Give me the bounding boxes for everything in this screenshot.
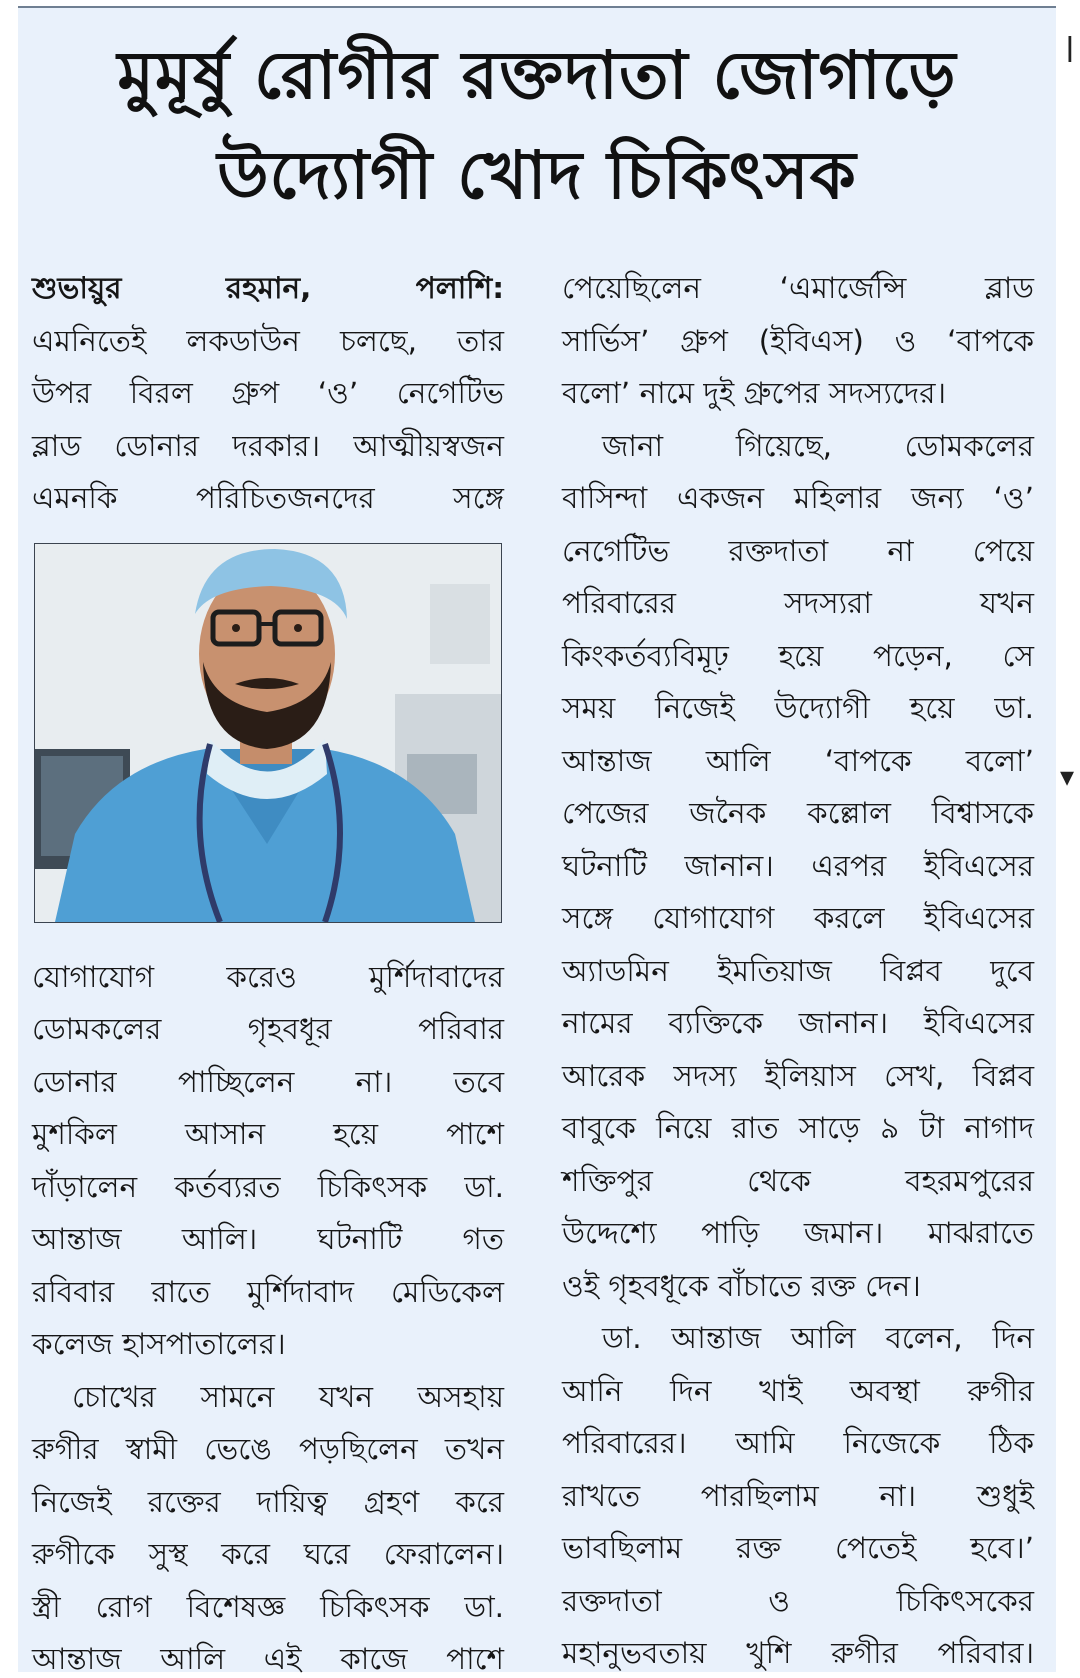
body-line: সময় নিজেই উদ্যোগী হয়ে ডা. xyxy=(562,691,1034,725)
body-line: রুগীর স্বামী ভেঙে পড়ছিলেন তখন xyxy=(32,1432,504,1466)
body-line: নেগেটিভ রক্তদাতা না পেয়ে xyxy=(562,533,1034,568)
doctor-portrait-icon xyxy=(35,544,501,922)
body-line: রুগীকে সুস্থ করে ঘরে ফেরালেন। xyxy=(32,1537,504,1571)
body-line: ডা. আন্তাজ আলি বলেন, দিন xyxy=(602,1321,1034,1355)
body-line: আন্তাজ আলি ‘বাপকে বলো’ xyxy=(562,743,1034,778)
body-line: মুশকিল আসান হয়ে পাশে xyxy=(32,1117,504,1151)
body-line: স্ত্রী রোগ বিশেষজ্ঞ চিকিৎসক ডা. xyxy=(32,1589,504,1624)
margin-mark: ▾ xyxy=(1059,760,1074,793)
body-line: ভাবছিলাম রক্ত পেতেই হবে।’ xyxy=(562,1531,1034,1565)
left-column xyxy=(32,262,504,1678)
body-line: ওই গৃহবধূকে বাঁচাতে রক্ত দেন। xyxy=(562,1268,921,1303)
body-line: বাবুকে নিয়ে রাত সাড়ে ৯ টা নাগাদ xyxy=(562,1111,1034,1145)
body-line: নিজেই রক্তের দায়িত্ব গ্রহণ করে xyxy=(32,1484,504,1519)
body-line: দাঁড়ালেন কর্তব্যরত চিকিৎসক ডা. xyxy=(32,1169,504,1204)
body-line: চোখের সামনে যখন অসহায় xyxy=(72,1379,504,1414)
body-line: বাসিন্দা একজন মহিলার জন্য ‘ও’ xyxy=(562,481,1034,515)
byline: শুভায়ুর রহমান, পলাশি: xyxy=(32,271,504,305)
body-line: ব্লাড ডোনার দরকার। আত্মীয়স্বজন xyxy=(32,428,504,463)
body-line: মহানুভবতায় খুশি রুগীর পরিবার। xyxy=(562,1636,1034,1670)
body-line: কিংকর্তব্যবিমূঢ় হয়ে পড়েন, সে xyxy=(562,638,1034,673)
body-line: ডোমকলের গৃহবধূর পরিবার xyxy=(32,1012,504,1046)
body-line: আন্তাজ আলি। ঘটনাটি গত xyxy=(32,1222,504,1256)
body-line: রবিবার রাতে মুর্শিদাবাদ মেডিকেল xyxy=(32,1274,504,1309)
body-line: আনি দিন খাই অবস্থা রুগীর xyxy=(562,1373,1034,1408)
body-line: কলেজ হাসপাতালের। xyxy=(32,1327,286,1361)
body-line: উপর বিরল গ্রুপ ‘ও’ নেগেটিভ xyxy=(32,376,504,410)
body-line: আন্তাজ আলি এই কাজে পাশে xyxy=(32,1642,504,1676)
headline-line-2: উদ্যোগী খোদ চিকিৎসক xyxy=(217,137,857,214)
headline-line-1: মুমূর্ষু রোগীর রক্তদাতা জোগাড়ে xyxy=(117,37,957,114)
body-line: ঘটনাটি জানান। এরপর ইবিএসের xyxy=(562,848,1034,883)
headline xyxy=(18,26,1056,226)
body-line: রাখতে পারছিলাম না। শুধুই xyxy=(562,1478,1034,1513)
body-line: সঙ্গে যোগাযোগ করলে ইবিএসের xyxy=(562,901,1034,935)
body-line: এমনকি পরিচিতজনদের সঙ্গে xyxy=(32,481,504,515)
body-line: বলো’ নামে দুই গ্রুপের সদস্যদের। xyxy=(562,376,947,410)
right-column xyxy=(562,262,1034,1678)
body-line: উদ্দেশ্যে পাড়ি জমান। মাঝরাতে xyxy=(562,1216,1034,1250)
body-line: সার্ভিস’ গ্রুপ (ইবিএস) ও ‘বাপকে xyxy=(562,323,1034,358)
body-line: অ্যাডমিন ইমতিয়াজ বিপ্লব দুবে xyxy=(562,953,1034,988)
body-line: আরেক সদস্য ইলিয়াস সেখ, বিপ্লব xyxy=(562,1058,1034,1093)
body-line: শক্তিপুর থেকে বহরমপুরের xyxy=(562,1163,1034,1198)
body-line: পরিবারের। আমি নিজেকে ঠিক xyxy=(562,1426,1034,1460)
body-line: এমনিতেই লকডাউন চলছে, তার xyxy=(32,323,504,358)
body-line: যোগাযোগ করেও মুর্শিদাবাদের xyxy=(32,959,504,994)
body-line: রক্তদাতা ও চিকিৎসকের xyxy=(562,1583,1034,1618)
margin-mark: ǀ xyxy=(1065,30,1074,63)
body-line: জানা গিয়েছে, ডোমকলের xyxy=(602,428,1034,463)
body-line: পেয়েছিলেন ‘এমার্জেন্সি ব্লাড xyxy=(562,271,1034,305)
body-line: ডোনার পাচ্ছিলেন না। তবে xyxy=(32,1064,504,1099)
body-line: পেজের জনৈক কল্লোল বিশ্বাসকে xyxy=(562,796,1034,830)
news-article xyxy=(18,6,1056,1676)
body-line: নামের ব্যক্তিকে জানান। ইবিএসের xyxy=(562,1006,1034,1040)
body-line: পরিবারের সদস্যরা যখন xyxy=(562,586,1034,620)
doctor-photo xyxy=(34,543,502,923)
